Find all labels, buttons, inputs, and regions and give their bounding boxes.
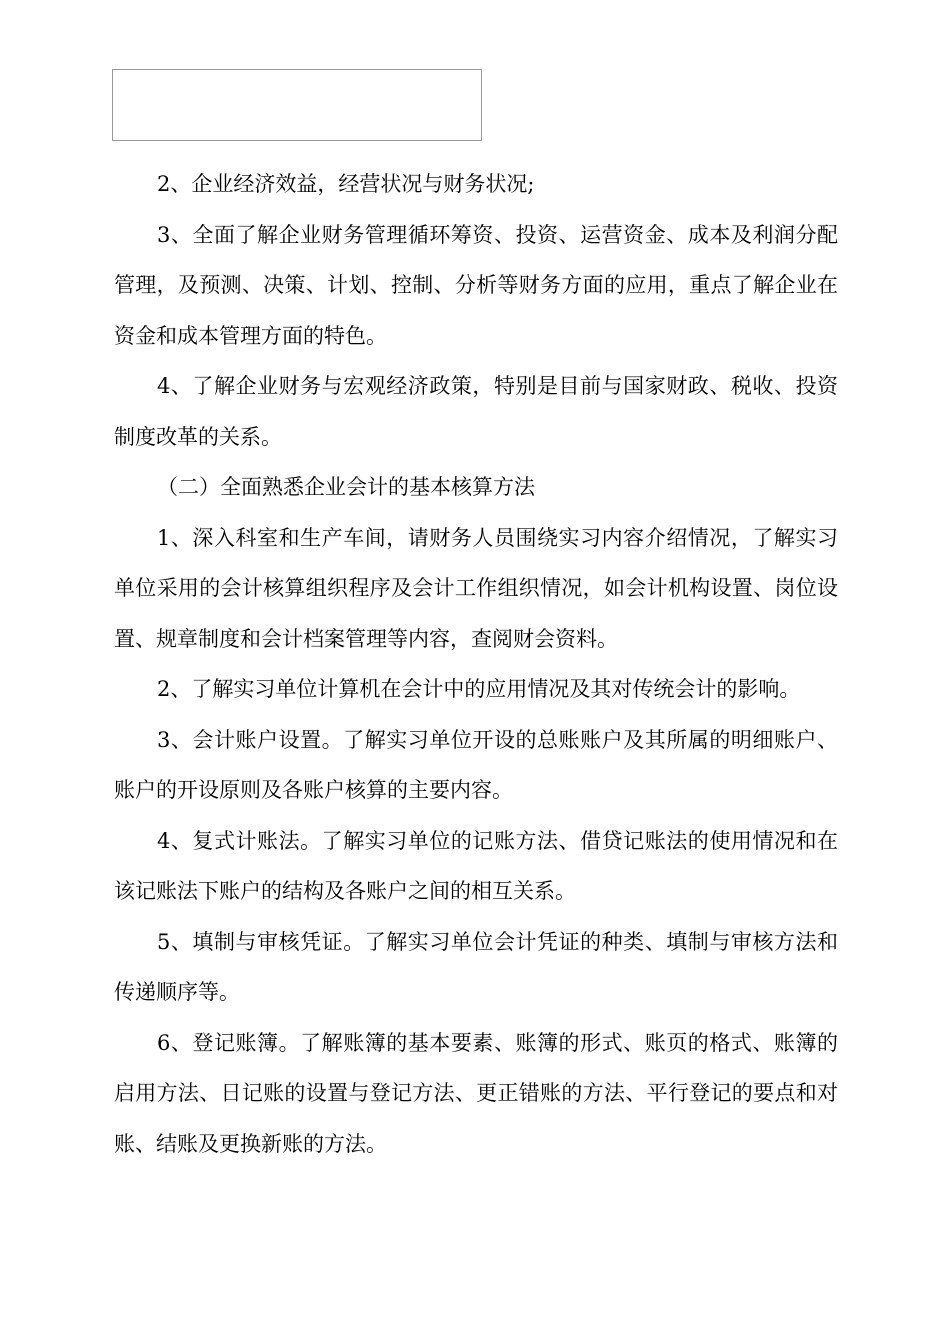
paragraph-step-4: 4、复式计账法。了解实习单位的记账方法、借贷记账法的使用情况和在该记账法下账户的结构及各账户之间的相互关系。 [114,828,838,903]
paragraph-step-1: 1、深入科室和生产车间，请财务人员围绕实习内容介绍情况，了解实习单位采用的会计核算组织程序及会计工作组织情况，如会计机构设置、岗位设置、规章制度和会计档案管理等内容，查阅财会资料。 [114,525,838,651]
section-heading-2: （二）全面熟悉企业会计的基本核算方法 [157,475,535,499]
paragraph-step-6: 6、登记账簿。了解账簿的基本要素、账簿的形式、账页的格式、账簿的启用方法、日记账的设置与登记方法、更正错账的方法、平行登记的要点和对账、结账及更换新账的方法。 [114,1030,838,1156]
paragraph-item-4: 4、了解企业财务与宏观经济政策，特别是目前与国家财政、税收、投资制度改革的关系。 [114,374,838,449]
document-body [114,159,838,1169]
paragraph-item-3: 3、全面了解企业财务管理循环筹资、投资、运营资金、成本及利润分配管理，及预测、决策、计划、控制、分析等财务方面的应用，重点了解企业在资金和成本管理方面的特色。 [114,222,838,348]
paragraph-step-3: 3、会计账户设置。了解实习单位开设的总账账户及其所属的明细账户、账户的开设原则及各账户核算的主要内容。 [114,727,838,802]
paragraph-item-2: 2、企业经济效益，经营状况与财务状况; [157,172,535,196]
empty-text-box [112,69,482,141]
paragraph-step-5: 5、填制与审核凭证。了解实习单位会计凭证的种类、填制与审核方法和传递顺序等。 [114,929,838,1004]
paragraph-step-2: 2、了解实习单位计算机在会计中的应用情况及其对传统会计的影响。 [157,677,801,701]
